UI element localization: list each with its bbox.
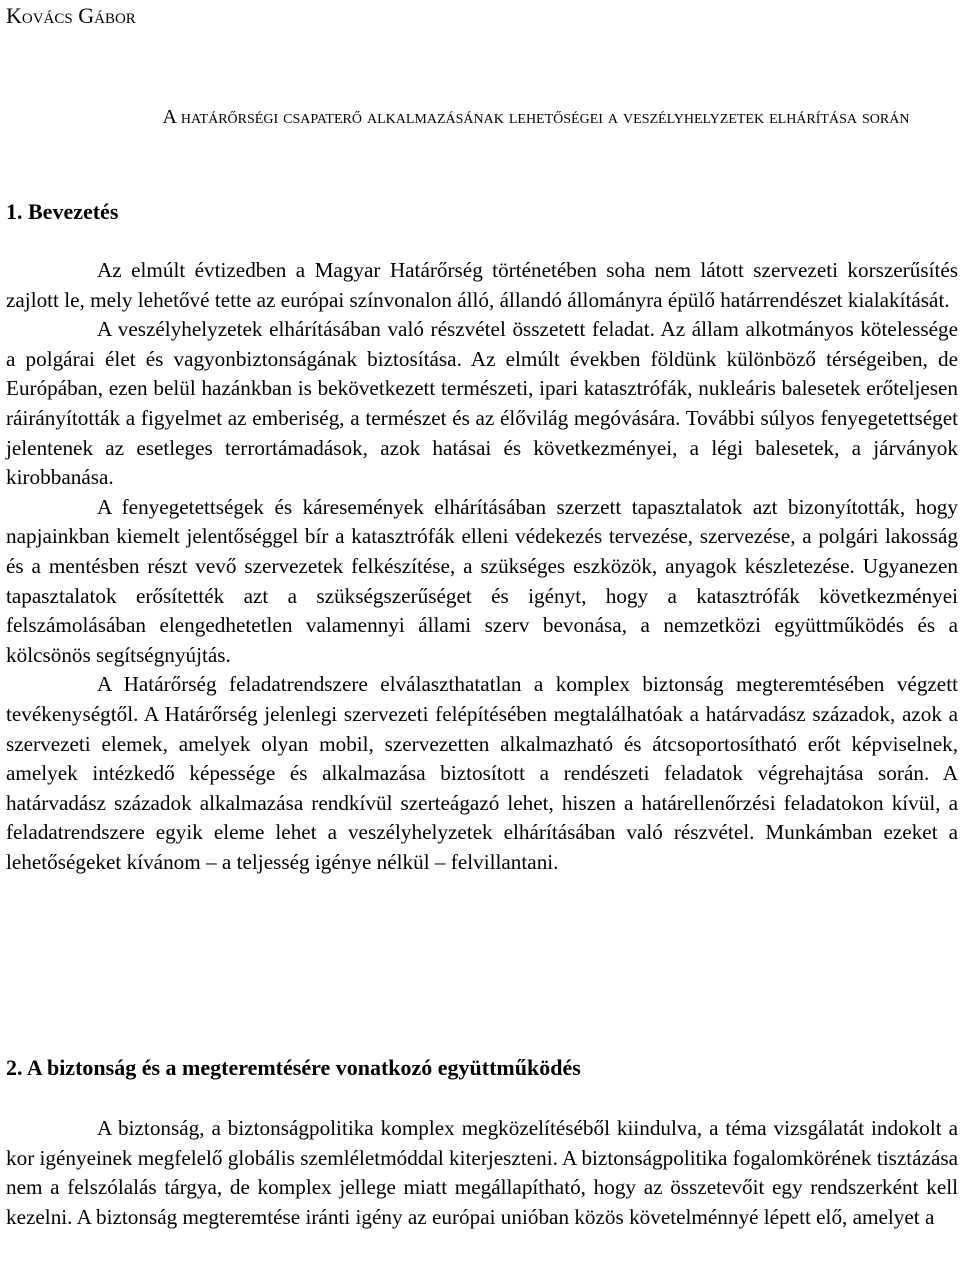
- paragraph: A biztonság, a biztonságpolitika komplex megközelítéséből kiindulva, a téma vizsgálatát indokolt a kor igényeinek megfelelő globális szemléletmóddal kiterjeszteni. A biztonságpolitika fogalomkörének tisztázása nem a felszólalás tárgya, de komplex jellege miatt megállapítható, hogy az összetevőit egy rendszerként kell kezelni. A biztonság megteremtése iránti igény az európai unióban közös követelménnyé lépett elő, amelyet a: [6, 1116, 958, 1229]
- paragraph: Az elmúlt évtizedben a Magyar Határőrség történetében soha nem látott szervezeti korszerűsítés zajlott le, mely lehetővé tette az európai színvonalon álló, állandó állományra épülő határrendészet kialakítását.: [6, 258, 958, 312]
- section-heading-security-cooperation: 2. A biztonság és a megteremtésére vonatkozó együttműködés: [6, 1055, 581, 1080]
- section-body-security-cooperation: [6, 1114, 958, 1232]
- paragraph: A fenyegetettségek és káresemények elhárításában szerzett tapasztalatok azt bizonyították, hogy napjainkban kiemelt jelentőséggel bír a katasztrófák elleni védekezés tervezése, szervezése, a polgári lakosság és a mentésben részt vevő szervezetek felkészítése, a szükséges eszközök, anyagok készletezése. Ugyanezen tapasztalatok erősítették azt a szükségszerűséget és igényt, hogy a katasztrófák következményei felszámolásában elengedhetetlen valamennyi állami szerv bevonása, a nemzetközi együttműködés és a kölcsönös segítségnyújtás.: [6, 494, 958, 667]
- section-heading-introduction: 1. Bevezetés: [6, 199, 119, 224]
- paragraph: A Határőrség feladatrendszere elválaszthatatlan a komplex biztonság megteremtésében végzett tevékenységtől. A Határőrség jelenlegi szervezeti felépítésében megtalálhatóak a határvadász századok, azok a szervezeti elemek, amelyek olyan mobil, szervezetten alkalmazható és átcsoportosítható erőt képviselnek, amelyek intézkedő képessége és alkalmazása biztosított a rendészeti feladatok végrehajtása során. A határvadász századok alkalmazása rendkívül szerteágazó lehet, hiszen a határellenőrzési feladatokon kívül, a feladatrendszere egyik eleme lehet a veszélyhelyzetek elhárításában való részvétel. Munkámban ezeket a lehetőségeket kívánom – a teljesség igénye nélkül – felvillantani.: [6, 672, 958, 874]
- paragraph: A veszélyhelyzetek elhárításában való részvétel összetett feladat. Az állam alkotmányos kötelessége a polgárai élet és vagyonbiztonságának biztosítása. Az elmúlt években földünk különböző térségeiben, de Európában, ezen belül hazánkban is bekövetkezett természeti, ipari katasztrófák, nukleáris balesetek erőteljesen ráirányították a figyelmet az emberiség, a természet és az élővilág megóvására. További súlyos fenyegetettséget jelentenek az esetleges terrortámadások, azok hatásai és következményei, a légi balesetek, a járványok kirobbanása.: [6, 317, 958, 490]
- section-body-introduction: [6, 256, 958, 877]
- document-title: A határőrségi csapaterő alkalmazásának lehetőségei a veszélyhelyzetek elhárítása során: [162, 106, 910, 128]
- author-name: Kovács Gábor: [6, 3, 136, 28]
